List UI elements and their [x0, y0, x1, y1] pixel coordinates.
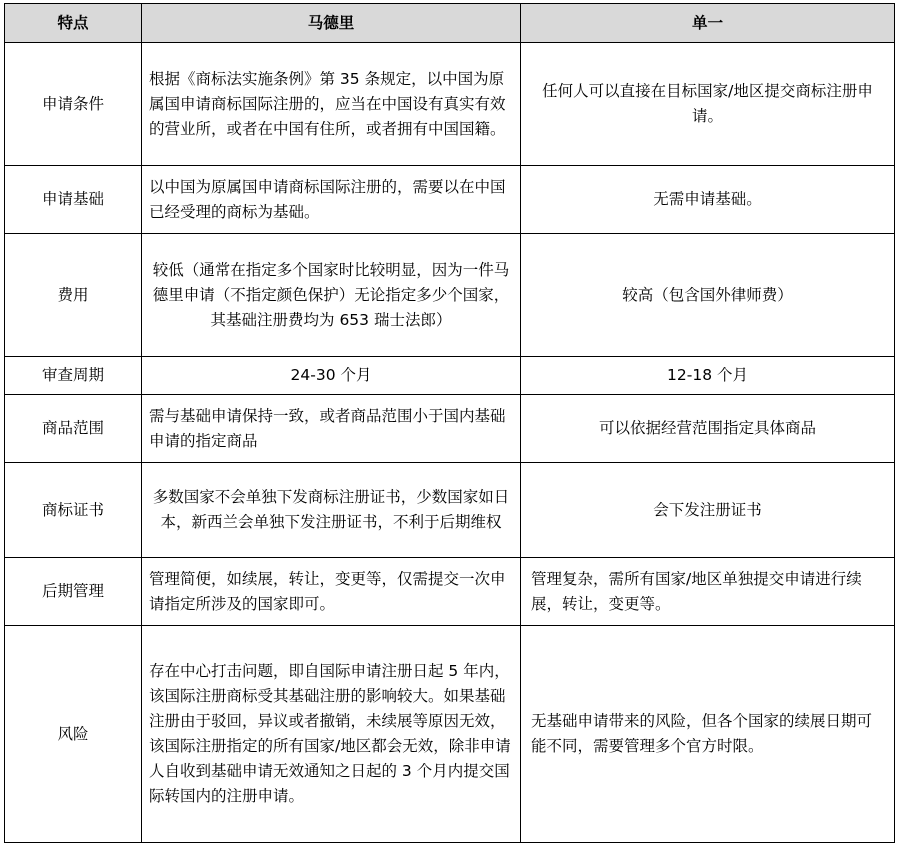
madrid-cell: 较低（通常在指定多个国家时比较明显，因为一件马德里申请（不指定颜色保护）无论指定多少个国家，其基础注册费均为 653 瑞士法郎） [142, 234, 521, 357]
single-cell: 任何人可以直接在目标国家/地区提交商标注册申请。 [521, 43, 895, 166]
single-cell: 可以依据经营范围指定具体商品 [521, 395, 895, 463]
table-row-application-conditions [5, 43, 895, 166]
table-body [5, 43, 895, 843]
madrid-cell: 多数国家不会单独下发商标注册证书，少数国家如日本，新西兰会单独下发注册证书，不利于后期维权 [142, 463, 521, 558]
table-row-post-management [5, 558, 895, 626]
madrid-cell: 管理简便，如续展，转让，变更等，仅需提交一次申请指定所涉及的国家即可。 [142, 558, 521, 626]
madrid-cell: 需与基础申请保持一致，或者商品范围小于国内基础申请的指定商品 [142, 395, 521, 463]
header-feature: 特点 [5, 4, 142, 43]
single-cell: 12-18 个月 [521, 357, 895, 395]
madrid-cell: 存在中心打击问题，即自国际申请注册日起 5 年内，该国际注册商标受其基础注册的影响较大。如果基础注册由于驳回，异议或者撤销，未续展等原因无效，该国际注册指定的所有国家/地区都会无效，除非申请人自收到基础申请无效通知之日起的 3 个月内提交国际转国内的注册申请。 [142, 626, 521, 843]
table-row-application-basis [5, 166, 895, 234]
single-cell: 较高（包含国外律师费） [521, 234, 895, 357]
feature-cell: 商标证书 [5, 463, 142, 558]
header-row [5, 4, 895, 43]
table-row-risk [5, 626, 895, 843]
madrid-cell: 以中国为原属国申请商标国际注册的，需要以在中国已经受理的商标为基础。 [142, 166, 521, 234]
header-madrid: 马德里 [142, 4, 521, 43]
feature-cell: 申请基础 [5, 166, 142, 234]
table-row-goods-scope [5, 395, 895, 463]
feature-cell: 商品范围 [5, 395, 142, 463]
feature-cell: 费用 [5, 234, 142, 357]
comparison-table [4, 3, 895, 843]
feature-cell: 审查周期 [5, 357, 142, 395]
table-row-fees [5, 234, 895, 357]
feature-cell: 申请条件 [5, 43, 142, 166]
single-cell: 管理复杂，需所有国家/地区单独提交申请进行续展，转让，变更等。 [521, 558, 895, 626]
feature-cell: 后期管理 [5, 558, 142, 626]
table-header [5, 4, 895, 43]
header-single: 单一 [521, 4, 895, 43]
single-cell: 无基础申请带来的风险，但各个国家的续展日期可能不同，需要管理多个官方时限。 [521, 626, 895, 843]
madrid-cell: 24-30 个月 [142, 357, 521, 395]
single-cell: 会下发注册证书 [521, 463, 895, 558]
feature-cell: 风险 [5, 626, 142, 843]
table-row-review-period [5, 357, 895, 395]
madrid-cell: 根据《商标法实施条例》第 35 条规定，以中国为原属国申请商标国际注册的，应当在中国设有真实有效的营业所，或者在中国有住所，或者拥有中国国籍。 [142, 43, 521, 166]
single-cell: 无需申请基础。 [521, 166, 895, 234]
table-row-certificate [5, 463, 895, 558]
